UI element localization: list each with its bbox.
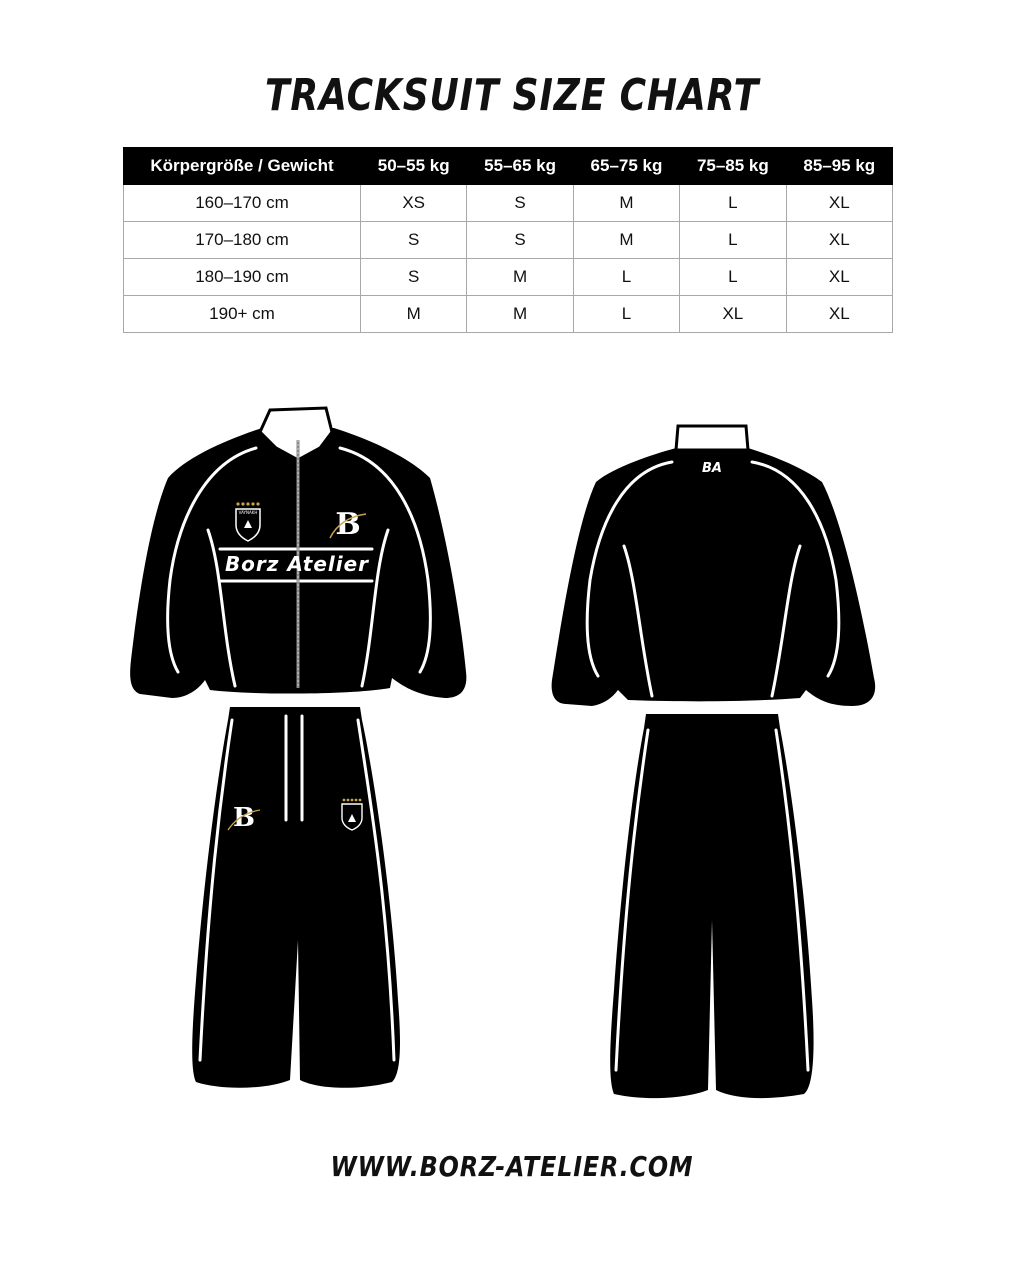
row-height-label: 160–170 cm: [124, 185, 361, 222]
monogram-letter: B: [335, 507, 361, 542]
tracksuit-illustration: [0, 380, 1024, 1120]
row-height-label: 180–190 cm: [124, 259, 361, 296]
size-cell: XL: [680, 296, 786, 333]
table-row: [124, 296, 893, 333]
size-cell: L: [573, 296, 679, 333]
table-header-row: [124, 148, 893, 185]
size-cell: XL: [786, 296, 892, 333]
table-row: [124, 222, 893, 259]
size-cell: S: [467, 185, 573, 222]
back-pants: [610, 714, 813, 1098]
table-row: [124, 185, 893, 222]
header-weight-5: 85–95 kg: [786, 148, 892, 185]
back-logo-text: BA: [702, 461, 722, 476]
header-weight-2: 55–65 kg: [467, 148, 573, 185]
size-cell: S: [361, 259, 467, 296]
size-cell: XL: [786, 259, 892, 296]
front-logo-text: Borz Atelier: [224, 552, 370, 576]
size-cell: XL: [786, 222, 892, 259]
size-cell: L: [680, 185, 786, 222]
size-cell: M: [573, 222, 679, 259]
size-cell: M: [467, 296, 573, 333]
header-height-weight: Körpergröße / Gewicht: [124, 148, 361, 185]
size-cell: S: [467, 222, 573, 259]
crest-label: VAYNAKH: [238, 510, 258, 515]
size-cell: XL: [786, 185, 892, 222]
header-weight-4: 75–85 kg: [680, 148, 786, 185]
row-height-label: 170–180 cm: [124, 222, 361, 259]
row-height-label: 190+ cm: [124, 296, 361, 333]
size-cell: L: [573, 259, 679, 296]
pants-crest-icon: [342, 799, 362, 830]
monogram-icon: [330, 507, 366, 542]
pants-monogram-letter: B: [233, 803, 255, 833]
size-cell: L: [680, 259, 786, 296]
size-cell: L: [680, 222, 786, 259]
website-url: WWW.BORZ-ATELIER.COM: [330, 1150, 694, 1183]
size-cell: S: [361, 222, 467, 259]
size-cell: M: [467, 259, 573, 296]
front-pants: [192, 707, 400, 1088]
size-cell: XS: [361, 185, 467, 222]
page-title: TRACKSUIT SIZE CHART: [264, 70, 760, 121]
table-row: [124, 259, 893, 296]
back-jacket: [552, 426, 876, 706]
header-weight-3: 65–75 kg: [573, 148, 679, 185]
header-weight-1: 50–55 kg: [361, 148, 467, 185]
size-cell: M: [361, 296, 467, 333]
size-cell: M: [573, 185, 679, 222]
size-chart-table: [123, 147, 893, 333]
